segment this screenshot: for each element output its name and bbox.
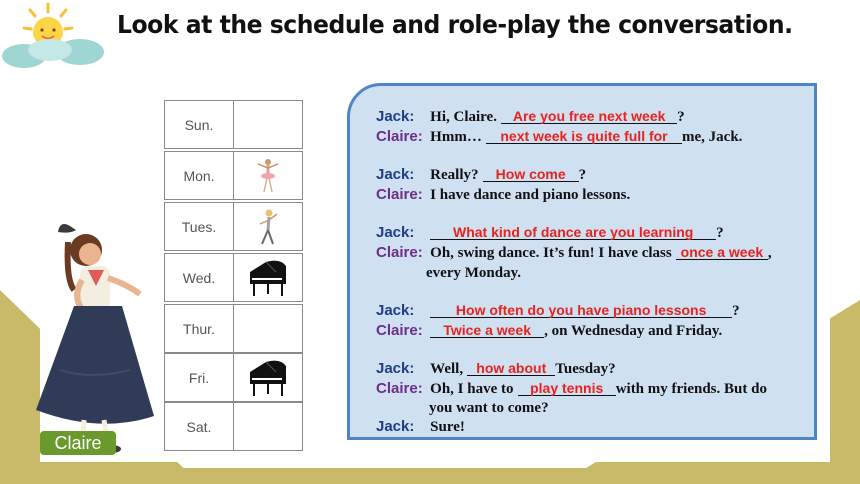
speaker-label: Claire: <box>376 128 423 145</box>
answer-blank: how about <box>467 361 555 376</box>
activity-cell <box>233 304 303 353</box>
dialogue-line: Jack: Well, how about Tuesday? <box>376 360 616 377</box>
activity-cell <box>233 402 303 451</box>
speaker-label: Jack: <box>376 360 415 377</box>
conversation-box <box>347 83 817 440</box>
speaker-label: Claire: <box>376 380 423 397</box>
day-label: Sun. <box>164 100 234 149</box>
day-label: Sat. <box>164 402 234 451</box>
dialogue-line: Jack: Really? How come ? <box>376 166 587 183</box>
activity-cell <box>233 253 303 302</box>
speaker-label: Jack: <box>376 418 415 435</box>
speaker-label: Claire: <box>376 322 423 339</box>
activity-cell <box>233 151 303 200</box>
day-label: Mon. <box>164 151 234 200</box>
claire-name-tag: Claire <box>40 431 116 455</box>
dialogue-line: Claire: Hmm… next week is quite full for me, Jack. <box>376 128 743 145</box>
answer-blank: Are you free next week <box>501 109 677 124</box>
dialogue-line: Jack: Sure! <box>376 418 465 435</box>
page-title: Look at the schedule and role-play the conversation. <box>117 10 793 39</box>
piano-icon <box>246 358 290 398</box>
dialogue-line: Jack: What kind of dance are you learning ? <box>376 224 724 241</box>
dialogue-line: Claire: Twice a week , on Wednesday and Friday. <box>376 322 723 339</box>
activity-cell <box>233 353 303 402</box>
day-label: Tues. <box>164 202 234 251</box>
speaker-label: Jack: <box>376 302 415 319</box>
piano-icon <box>246 258 290 298</box>
swing-dancer-icon <box>255 208 281 246</box>
activity-cell <box>233 202 303 251</box>
speaker-label: Claire: <box>376 186 423 203</box>
answer-blank: once a week <box>676 245 768 260</box>
dialogue-line: Jack: How often do you have piano lessons ? <box>376 302 740 319</box>
day-label: Wed. <box>164 253 234 302</box>
speaker-label: Jack: <box>376 108 415 125</box>
speaker-label: Jack: <box>376 224 415 241</box>
dialogue-line: Jack: Hi, Claire. Are you free next week ? <box>376 108 685 125</box>
speaker-label: Claire: <box>376 244 423 261</box>
ballet-dancer-icon <box>255 158 281 194</box>
answer-blank: play tennis <box>518 381 616 396</box>
claire-illustration <box>30 220 160 460</box>
answer-blank: Twice a week <box>430 323 544 338</box>
day-label: Fri. <box>164 353 234 402</box>
speaker-label: Jack: <box>376 166 415 183</box>
dialogue-line: you want to come? <box>429 400 549 416</box>
answer-blank: How come <box>483 167 579 182</box>
dialogue-line: Claire: Oh, I have to play tennis with my friends. But do <box>376 380 767 397</box>
answer-blank: What kind of dance are you learning <box>430 225 716 240</box>
sun-icon <box>0 0 110 75</box>
day-label: Thur. <box>164 304 234 353</box>
activity-cell <box>233 100 303 149</box>
dialogue-line: Claire: Oh, swing dance. It’s fun! I have class once a week , <box>376 244 772 261</box>
answer-blank: How often do you have piano lessons <box>430 303 732 318</box>
answer-blank: next week is quite full for <box>486 129 682 144</box>
dialogue-line: Claire: I have dance and piano lessons. <box>376 186 631 203</box>
dialogue-line: every Monday. <box>426 265 521 281</box>
